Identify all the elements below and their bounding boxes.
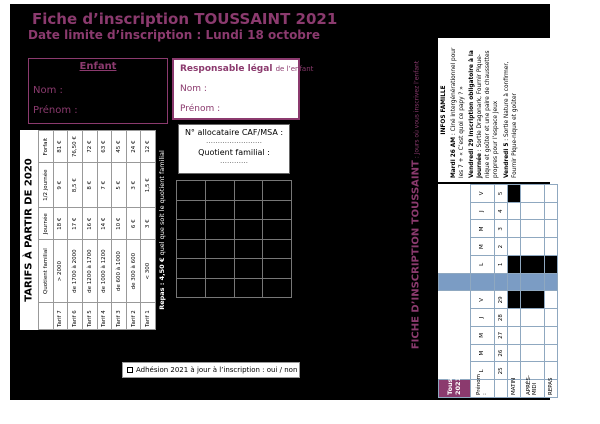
responsable-box [172,58,314,120]
table-header-cell: 1/2 journée [39,163,54,208]
responsable-prenom-field[interactable]: Prénom : [180,104,221,114]
table-cell: 81 € [53,131,68,163]
table-cell: Tarif 6 [68,303,83,330]
table-cell: 3 € [141,208,156,240]
responsable-nom-field[interactable]: Nom : [180,84,207,94]
day-checkbox[interactable] [520,202,544,220]
caf-allocataire-field[interactable]: …………………… [206,137,262,145]
table-row [97,131,112,330]
table-header-cell: Quotient familial [39,240,54,303]
calendar-blank-label [494,380,507,398]
tarifs-section [20,130,166,338]
deadline-text: Date limite d’inscription : Lundi 18 octobre [28,28,320,42]
calendar-title: Toussaint 2021 [439,380,471,398]
list-item: Mardi 26 AM : Ciné intergénérationnel pour les 7 + « C’est quoi ce papy ? » [450,47,465,178]
day-number: 2 [494,238,507,256]
calendar-table [438,184,558,398]
day-blocked [507,256,520,274]
table-cell: 8 € [82,163,97,208]
table-header-cell: Journée [39,208,54,240]
table-row [494,185,507,398]
table-cell: 8,5 € [68,163,83,208]
repas-note [156,130,168,330]
day-checkbox[interactable] [520,185,544,203]
table-row [507,185,520,398]
day-checkbox[interactable] [507,344,520,362]
day-checkbox[interactable] [544,238,557,256]
table-header-cell: Forfait [39,131,54,163]
table-cell: de 1700 à 2000 [68,240,83,303]
table-cell: 17 € [68,208,83,240]
table-cell: 14 € [97,208,112,240]
table-row [126,131,141,330]
repas-price: Repas : 4,50 € [158,257,166,310]
day-checkbox[interactable] [507,309,520,327]
table-row [68,131,83,330]
table-row [439,185,471,398]
day-checkbox[interactable] [507,220,520,238]
day-number: 25 [494,362,507,380]
table-cell: de 600 à 1000 [112,240,127,303]
adhesion-line[interactable] [122,362,300,378]
day-letter: M [470,344,494,362]
calendar-prenom-label: Prénom : [470,380,494,398]
day-checkbox[interactable] [544,327,557,345]
table-cell: 45 € [112,131,127,163]
day-checkbox[interactable] [520,220,544,238]
tarifs-table [38,130,156,330]
table-cell: 16 € [82,208,97,240]
registration-sheet [10,4,554,400]
table-cell: 7 € [97,163,112,208]
day-checkbox[interactable] [544,291,557,309]
quotient-field[interactable]: ………… [220,157,248,165]
table-cell: 24 € [126,131,141,163]
table-cell: 12 € [141,131,156,163]
day-blocked [507,185,520,203]
day-checkbox[interactable] [520,327,544,345]
table-row [141,131,156,330]
day-checkbox[interactable] [544,202,557,220]
page-title: Fiche d’inscription TOUSSAINT 2021 [32,10,338,28]
day-number: 4 [494,202,507,220]
table-row [53,131,68,330]
tarifs-table-box [38,130,156,330]
day-letter: J [470,202,494,220]
list-item: Vendredi 5 : Sortie Nature à confirmer, Fournir Pique-nique et goûter [503,61,518,178]
table-row [82,131,97,330]
table-row [112,131,127,330]
table-cell: 63 € [97,131,112,163]
table-cell: 72 € [82,131,97,163]
table-cell: 6 € [126,208,141,240]
day-checkbox[interactable] [520,344,544,362]
tarifs-title: TARIFS À PARTIR DE 2020 [23,158,35,302]
day-checkbox[interactable] [544,220,557,238]
quotient-label: Quotient familial : [198,148,270,157]
day-letter: M [470,238,494,256]
adhesion-text: Adhésion 2021 à jour à l’inscription : oui / non [136,366,298,374]
day-letter: M [470,220,494,238]
table-cell: < 300 [141,240,156,303]
table-cell: 1,5 € [141,163,156,208]
day-number: 5 [494,185,507,203]
banner-subtitle: : Jours où vous inscrivez l’enfant [413,60,421,161]
table-cell: Tarif 2 [126,303,141,330]
day-number: 26 [494,344,507,362]
day-letter: M [470,327,494,345]
table-header-cell [39,303,54,330]
day-letter: V [470,291,494,309]
table-cell: 9 € [53,163,68,208]
table-cell: Tarif 4 [97,303,112,330]
table-cell: de 300 à 600 [126,240,141,303]
calendar-repas-label: REPAS [544,380,557,398]
table-cell: Tarif 7 [53,303,68,330]
day-blocked [544,256,557,274]
banner-title: FICHE D’INSCRIPTION TOUSSAINT [410,160,422,350]
table-cell: 5 € [112,163,127,208]
infos-heading: INFOS FAMILLE [441,85,447,135]
table-header-row [39,131,54,330]
day-checkbox[interactable] [507,202,520,220]
table-cell: 18 € [53,208,68,240]
table-cell: 76,50 € [68,131,83,163]
day-number: 28 [494,309,507,327]
table-cell: de 1200 à 1700 [82,240,97,303]
caf-allocataire-label: N° allocataire CAF/MSA : [184,128,284,137]
calendar-matin-label: MATIN [507,380,520,398]
day-checkbox[interactable] [544,344,557,362]
table-cell: 10 € [112,208,127,240]
blank-grid [176,180,292,298]
caf-box [178,124,290,174]
enfant-nom-field[interactable]: Nom : [33,85,63,96]
day-blocked [507,291,520,309]
enfant-box [28,58,168,124]
table-cell: Tarif 1 [141,303,156,330]
day-number: 1 [494,256,507,274]
day-letter: L [470,256,494,274]
repas-suffix: quel que soit le quotient familial [158,150,166,258]
table-cell: Tarif 5 [82,303,97,330]
day-checkbox[interactable] [520,362,544,380]
table-cell: > 2000 [53,240,68,303]
table-row [520,185,544,398]
table-row [544,185,557,398]
responsable-heading: Responsable légal de l’enfant [180,64,314,74]
day-number: 3 [494,220,507,238]
calendar-apres-midi-label: APRÈS-MIDI [520,380,544,398]
day-letter: V [470,185,494,203]
table-row [470,185,494,398]
day-checkbox[interactable] [507,327,520,345]
table-cell: de 1000 à 1200 [97,240,112,303]
day-number: 29 [494,291,507,309]
day-checkbox[interactable] [520,309,544,327]
enfant-heading: Enfant [79,61,117,72]
vertical-banner [408,20,424,390]
calendar-box [438,184,558,398]
enfant-prenom-field[interactable]: Prénom : [33,105,78,116]
table-cell: Tarif 3 [112,303,127,330]
day-checkbox[interactable] [544,185,557,203]
day-number: 27 [494,327,507,345]
checkbox-icon[interactable] [127,367,133,373]
infos-famille-box [438,38,560,182]
day-letter: J [470,309,494,327]
day-letter: L [470,362,494,380]
day-checkbox[interactable] [507,238,520,256]
day-checkbox[interactable] [520,238,544,256]
tarifs-title-box [20,130,38,330]
list-item: Vendredi 29 inscription obligatoire à la journée : Sortie Dragonark, Fournir Pique-nique et goûter et une paire de chaussettes propres pour l’espace Jeux [469,50,499,178]
day-checkbox[interactable] [544,309,557,327]
day-blocked [520,291,544,309]
table-cell: 3 € [126,163,141,208]
day-blocked [520,256,544,274]
